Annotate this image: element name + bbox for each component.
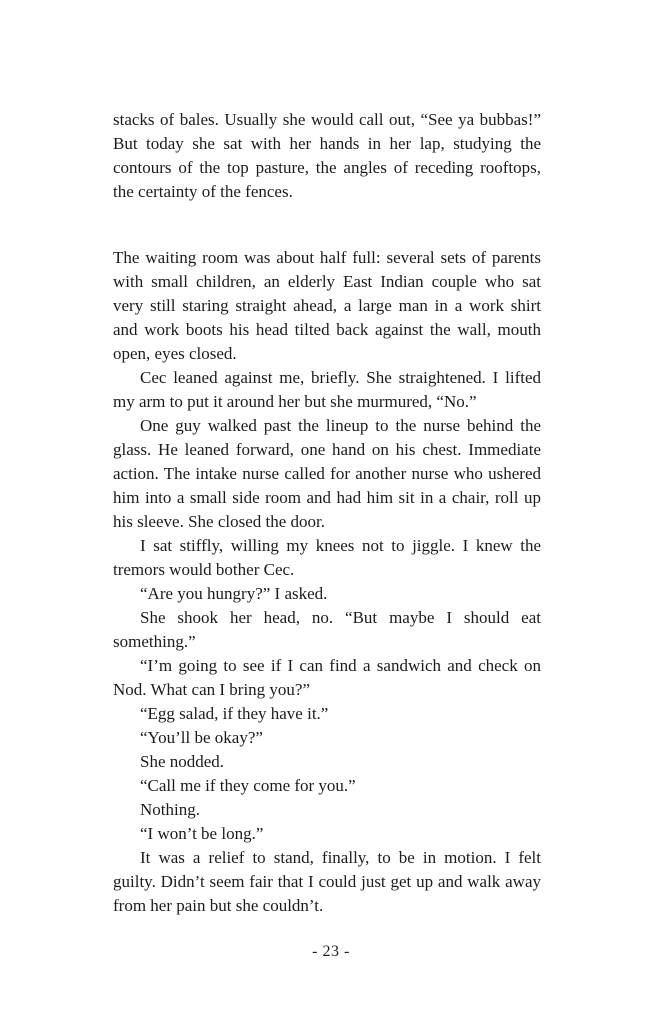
paragraph: “Call me if they come for you.” <box>140 776 356 795</box>
body-text <box>113 108 541 918</box>
paragraph: I sat stiffly, willing my knees not to jiggle. I knew the tremors would bother Cec. <box>113 536 541 579</box>
paragraph: It was a relief to stand, finally, to be in motion. I felt guilty. Didn’t seem fair that I could just get up and walk away from her pain but she couldn’t. <box>113 848 541 915</box>
paragraph: She shook her head, no. “But maybe I should eat something.” <box>113 608 541 651</box>
paragraph: stacks of bales. Usually she would call out, “See ya bubbas!” But today she sat with her hands in her lap, studying the contours of the top pasture, the angles of receding rooftops, the certainty of the fences. <box>113 110 541 201</box>
paragraph: She nodded. <box>140 752 225 771</box>
paragraph: “Are you hungry?” I asked. <box>140 584 328 603</box>
paragraph: Cec leaned against me, briefly. She straightened. I lifted my arm to put it around her but she murmured, “No.” <box>113 368 541 411</box>
paragraph: “I’m going to see if I can find a sandwich and check on Nod. What can I bring you?” <box>113 656 541 699</box>
paragraph: The waiting room was about half full: several sets of parents with small children, an elderly East Indian couple who sat very still staring straight ahead, a large man in a work shirt and work boots his head tilted back against the wall, mouth open, eyes closed. <box>113 248 541 363</box>
paragraph: “You’ll be okay?” <box>140 728 263 747</box>
paragraph: “Egg salad, if they have it.” <box>140 704 329 723</box>
page-number: - 23 - <box>312 943 350 960</box>
paragraph: “I won’t be long.” <box>140 824 264 843</box>
paragraph: One guy walked past the lineup to the nurse behind the glass. He leaned forward, one hand on his chest. Immediate action. The intake nurse called for another nurse who ushered him into a small side room and had him sit in a chair, roll up his sleeve. She closed the door. <box>113 416 541 531</box>
paragraph: Nothing. <box>140 800 200 819</box>
